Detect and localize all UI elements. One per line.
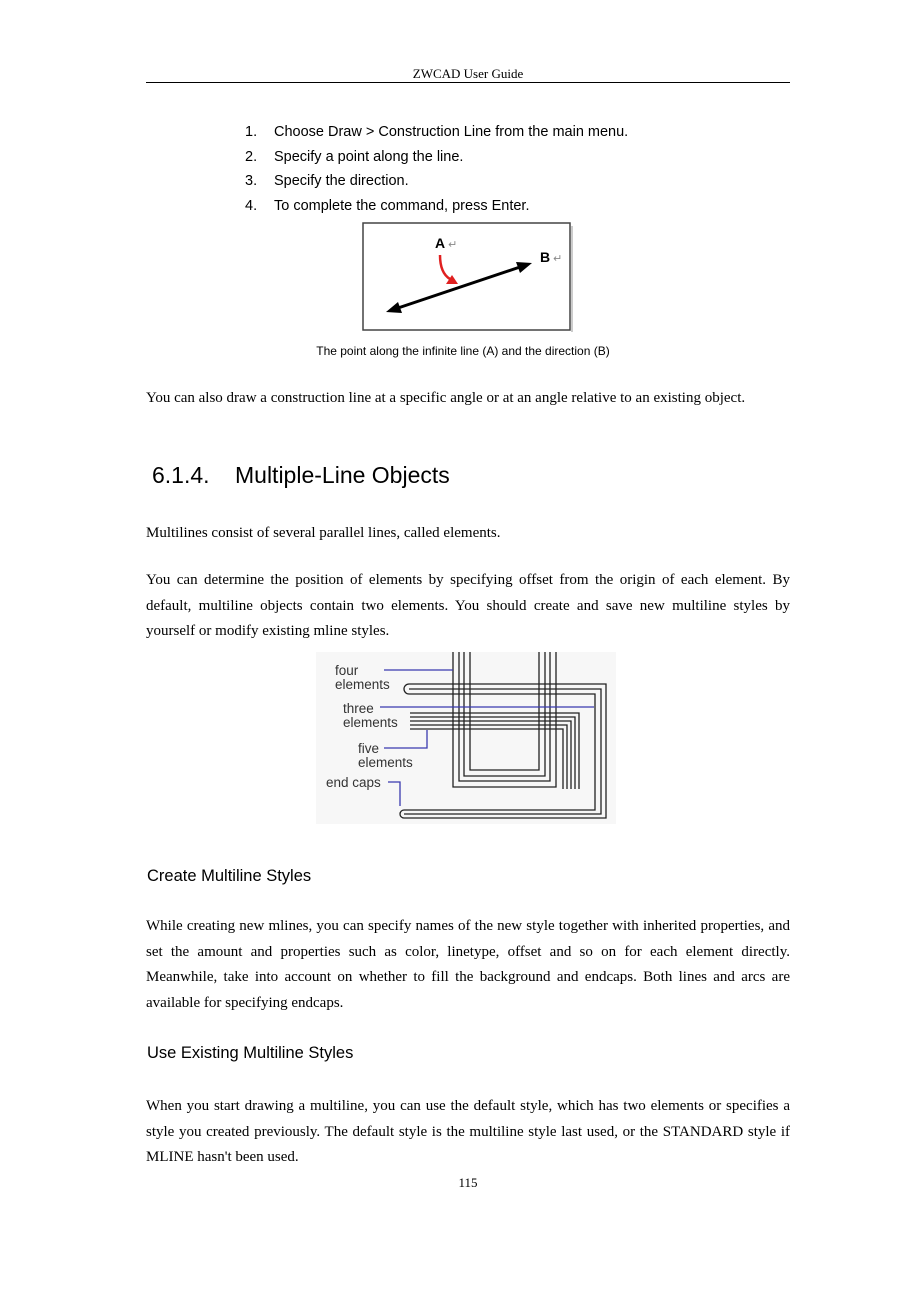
label-end-caps: end caps (326, 775, 381, 790)
multiline-elements-figure (316, 652, 616, 824)
paragraph-multilines-intro: Multilines consist of several parallel lines, called elements. (146, 525, 501, 541)
step-number: 1. (245, 124, 258, 140)
step-item (245, 171, 628, 196)
label-four: four (335, 663, 359, 678)
return-mark-a: ↵ (448, 239, 458, 251)
step-number: 3. (245, 173, 258, 189)
section-title: Multiple-Line Objects (235, 462, 450, 488)
label-three-elements: elements (343, 715, 398, 730)
steps-list (245, 122, 628, 220)
figure-frame (363, 223, 570, 330)
return-mark-b: ↵ (553, 253, 563, 265)
step-item (245, 122, 628, 147)
step-item (245, 196, 628, 221)
page-number: 115 (458, 1175, 478, 1190)
label-five-elements: elements (358, 755, 413, 770)
paragraph-use-styles: When you start drawing a multiline, you can use the default style, which has two elements or specifies a style you created previously. The default style is the multiline style last used, or the STANDARD style if MLINE hasn't been used. (146, 1098, 790, 1165)
step-number: 2. (245, 148, 258, 165)
label-four-elements: elements (335, 677, 390, 692)
step-text: Specify a point along the line. (274, 148, 464, 165)
step-number: 4. (245, 197, 258, 214)
paragraph-elements-position: You can determine the position of elements by specifying offset from the origin of each element. By default, multiline objects contain two elements. You should create and save new multiline styles by yourself or modify existing mline styles. (146, 572, 790, 639)
step-item (245, 147, 628, 172)
label-three: three (343, 701, 374, 716)
label-b: B (540, 249, 551, 265)
label-five: five (358, 741, 380, 756)
label-a: A (435, 235, 446, 251)
step-text: To complete the command, press Enter. (274, 197, 530, 214)
section-heading (152, 462, 450, 489)
subheading-use-styles: Use Existing Multiline Styles (147, 1044, 354, 1062)
page-header-title: ZWCAD User Guide (412, 66, 524, 81)
header-rule (146, 82, 790, 83)
section-number: 6.1.4. (152, 462, 210, 488)
step-text: Choose Draw > Construction Line from the main menu. (274, 124, 629, 140)
subheading-create-styles: Create Multiline Styles (147, 867, 312, 885)
figure-caption: The point along the infinite line (A) and the direction (B) (316, 344, 610, 358)
paragraph-create-styles: While creating new mlines, you can specify names of the new style together with inherited properties, and set the amount and properties such as color, linetype, offset and so on for each element directly. Meanwhile, take into account on whether to fill the background and endcaps. Both lines and arcs are available for specifying endcaps. (146, 918, 790, 1011)
paragraph-construction-angle: You can also draw a construction line at a specific angle or at an angle relative to an existing object. (146, 390, 746, 406)
step-text: Specify the direction. (274, 173, 409, 189)
construction-line-figure (362, 222, 578, 334)
